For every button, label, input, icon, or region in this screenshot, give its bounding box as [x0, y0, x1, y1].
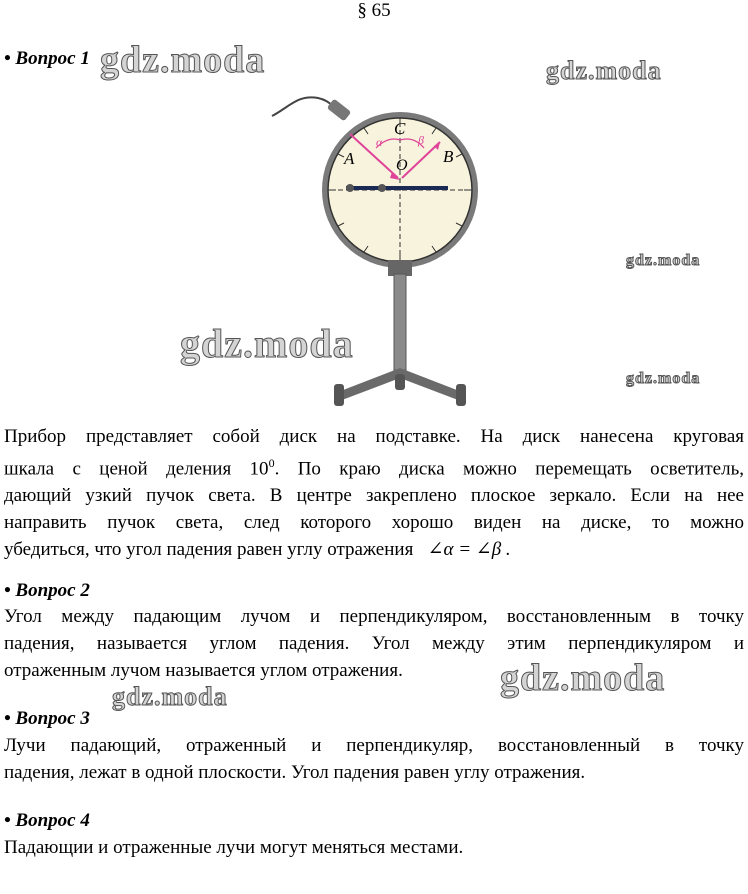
question-2-title: • Вопрос 2	[4, 580, 90, 601]
label-alpha: α	[376, 135, 383, 149]
watermark: gdz.moda	[112, 682, 228, 711]
page-header: § 65	[357, 0, 391, 21]
illuminator	[327, 98, 352, 121]
foot-right	[456, 384, 466, 406]
label-beta: β	[418, 133, 424, 147]
answer-3-line-1: Лучи падающий, отраженный и перпендикуляр, восстановленный в точку	[4, 735, 744, 756]
cable	[272, 97, 336, 116]
watermark: gdz.moda	[500, 657, 666, 699]
label-a: A	[344, 149, 355, 168]
question-1-title: • Вопрос 1	[4, 48, 90, 69]
answer-1-line-1: Прибор представляет собой диск на подставке. На диск нанесена круговая	[4, 426, 744, 447]
answer-4	[4, 834, 744, 861]
answer-1-line-4: направить пучок света, след которого хорошо виден на диске, то можно	[4, 512, 744, 534]
answer-3-line-2: падения, лежат в одной плоскости. Угол падения равен углу отражения.	[4, 762, 586, 783]
foot-back	[395, 374, 405, 390]
angle-equation: ∠α = ∠β .	[427, 539, 511, 561]
answer-2-line-1: Угол между падающим лучом и перпендикуляром, восстановленным в точку	[4, 606, 744, 627]
stand-pole	[394, 274, 406, 370]
answer-1-line-5: убедиться, что угол падения равен углу отражения ∠α = ∠β .	[4, 539, 511, 561]
label-o: O	[396, 157, 408, 174]
watermark: gdz.moda	[626, 252, 701, 269]
watermark: gdz.moda	[180, 321, 354, 366]
answer-2-line-3: отраженным лучом называется углом отражения.	[4, 660, 403, 681]
mirror-knob	[346, 184, 354, 192]
answer-1-line-3: дающий узкий пучок света. В центре закреплено плоское зеркало. Если на нее	[4, 485, 744, 507]
answer-2-line-2: падения, называется углом падения. Угол между этим перпендикуляром и	[4, 633, 744, 654]
answer-4-line-1: Падающии и отраженные лучи могут меняться местами.	[4, 837, 464, 858]
answer-1-line-2: шкала с ценой деления $10^0$. По краю диска можно перемещать осветитель,	[4, 456, 744, 480]
watermark: gdz.moda	[100, 39, 266, 81]
question-3-title: • Вопрос 3	[4, 708, 90, 729]
watermark: gdz.moda	[626, 370, 701, 387]
foot-left	[334, 384, 344, 406]
question-4-title: • Вопрос 4	[4, 810, 90, 831]
answer-1	[4, 423, 744, 563]
label-b: B	[443, 147, 454, 166]
mirror-pivot	[378, 184, 386, 192]
watermark: gdz.moda	[546, 56, 662, 85]
answer-3	[4, 732, 744, 786]
label-c: C	[394, 119, 406, 138]
